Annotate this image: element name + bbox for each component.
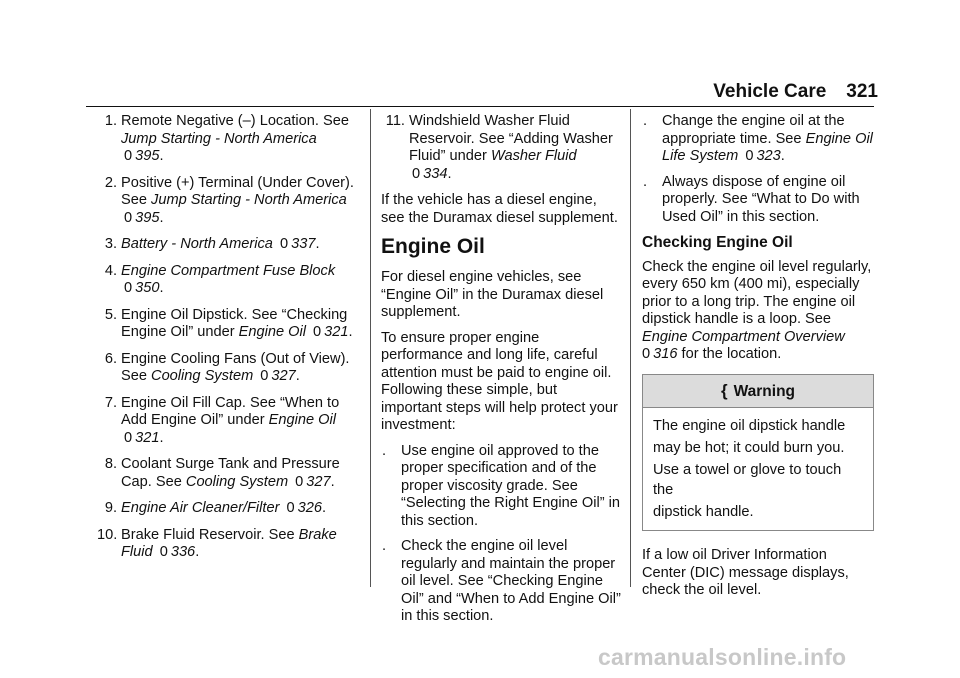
item-tail: . <box>159 429 164 446</box>
item-number: 9. <box>104 500 117 516</box>
page-ref[interactable]: 334 <box>423 165 448 182</box>
bullet-icon: . <box>643 113 648 129</box>
page-ref[interactable]: 327 <box>271 368 296 384</box>
page-ref[interactable]: 323 <box>756 148 781 164</box>
page-ref-arrow-icon: 0 <box>260 368 269 384</box>
item-text: Remote Negative (–) Location. See <box>121 113 349 129</box>
cross-reference[interactable]: Brake Fluid <box>121 526 337 560</box>
cross-reference[interactable]: Cooling System <box>151 368 254 384</box>
watermark: carmanualsonline.info <box>598 644 847 670</box>
item-tail: . <box>348 324 353 340</box>
warning-box <box>642 374 874 532</box>
list-item <box>97 456 362 491</box>
paragraph-text: Check the engine oil level regularly, every 650 km (400 mi), especially prior to a long trip. The engine oil dipstick handle is a loop. See <box>642 258 872 327</box>
warning-line: The engine oil dipstick handle <box>653 418 846 434</box>
item-number: 4. <box>104 262 117 279</box>
bullet-item <box>381 538 621 626</box>
bullet-text: Always dispose of engine oil properly. See “What to Do with Used Oil” in this section. <box>662 173 860 225</box>
warning-line: Use a towel or glove to touch the <box>653 462 842 498</box>
list-item <box>97 307 362 342</box>
item-number: 10. <box>97 526 118 543</box>
cross-reference[interactable]: Engine Air Cleaner/Filter <box>121 500 280 516</box>
header-rule <box>86 106 874 107</box>
warning-body <box>643 408 873 530</box>
page-ref-arrow-icon: 0 <box>412 165 421 182</box>
bullet-icon: . <box>643 173 648 190</box>
item-tail: . <box>159 280 164 296</box>
warning-title: Warning <box>733 382 796 400</box>
item-tail: . <box>330 473 335 490</box>
cross-reference[interactable]: Jump Starting - North America <box>151 192 347 208</box>
column-2 <box>381 113 621 634</box>
page-ref[interactable]: 316 <box>653 346 678 362</box>
item-tail: . <box>159 148 164 164</box>
page-ref[interactable]: 321 <box>135 429 160 446</box>
column-divider-2 <box>630 109 631 587</box>
bullet-text: Use engine oil approved to the proper specification and of the proper viscosity grade. See “Selecting the Right Engine Oil” in this section. <box>401 442 621 529</box>
item-number: 7. <box>104 394 117 411</box>
cross-reference[interactable]: Battery - North America <box>121 236 273 252</box>
list-item <box>97 527 362 562</box>
paragraph: For diesel engine vehicles, see “Engine Oil” in the Duramax diesel supplement. <box>381 269 604 320</box>
cross-reference[interactable]: Engine Oil <box>238 324 306 340</box>
diesel-note: If the vehicle has a diesel engine, see the Duramax diesel supplement. <box>381 192 618 226</box>
cross-reference[interactable]: Engine Oil Life System <box>662 130 873 164</box>
item-tail: . <box>447 165 452 182</box>
page-ref[interactable]: 321 <box>324 324 349 340</box>
subsection-heading: Checking Engine Oil <box>642 234 793 251</box>
page-ref-arrow-icon: 0 <box>642 346 651 362</box>
bullet-item <box>642 113 874 166</box>
paragraph-tail: for the location. <box>677 346 782 362</box>
item-tail: . <box>315 236 320 252</box>
item-text: Engine Oil Fill Cap. See “When to Add Engine Oil” under <box>121 394 340 428</box>
warning-line: dipstick handle. <box>653 504 754 520</box>
cross-reference[interactable]: Engine Compartment Overview <box>642 328 845 345</box>
cross-reference[interactable]: Engine Oil <box>268 412 336 428</box>
page-ref-arrow-icon: 0 <box>745 148 754 164</box>
item-number: 2. <box>104 174 117 191</box>
page-ref-arrow-icon: 0 <box>313 324 322 340</box>
page-ref[interactable]: 350 <box>135 280 160 296</box>
list-item <box>97 113 362 166</box>
page-ref[interactable]: 327 <box>306 473 331 490</box>
page-number: 321 <box>846 81 878 102</box>
column-divider-1 <box>370 109 371 587</box>
item-text: Coolant Surge Tank and Pressure Cap. See <box>121 456 340 490</box>
bullet-tail: . <box>780 148 785 164</box>
bullet-icon: . <box>382 442 387 459</box>
paragraph: To ensure proper engine performance and long life, careful attention must be paid to engine oil. Following these simple, but important steps will help protect your investment: <box>381 329 618 433</box>
item-text: Windshield Washer Fluid Reservoir. See “Adding Washer Fluid” under <box>409 113 613 164</box>
item-tail: . <box>159 209 164 226</box>
cross-reference[interactable]: Cooling System <box>185 473 289 490</box>
item-number: 3. <box>104 236 117 252</box>
paragraph <box>642 259 874 364</box>
page-ref-arrow-icon: 0 <box>124 280 133 296</box>
column-3 <box>642 113 874 608</box>
section-title: Vehicle Care <box>713 81 827 102</box>
bullet-text: Check the engine oil level regularly and maintain the proper oil level. See “Checking Engine Oil” and “When to Add Engine Oil” in this section. <box>401 538 621 624</box>
item-number: 6. <box>104 350 117 367</box>
bullet-icon: . <box>382 538 387 554</box>
page-ref[interactable]: 395 <box>135 209 160 226</box>
list-item <box>97 175 362 228</box>
page-ref[interactable]: 336 <box>170 544 196 560</box>
page-ref-arrow-icon: 0 <box>124 209 133 226</box>
list-item <box>97 263 362 298</box>
column-1 <box>97 113 362 571</box>
list-item <box>97 236 362 254</box>
item-number: 11. <box>385 113 405 129</box>
bullet-text: Change the engine oil at the appropriate time. See <box>662 113 845 147</box>
cross-reference[interactable]: Jump Starting - North America <box>121 130 317 147</box>
item-text: Engine Cooling Fans (Out of View). See <box>121 350 350 384</box>
page-ref-arrow-icon: 0 <box>159 544 168 560</box>
section-heading: Engine Oil <box>381 235 485 258</box>
item-text: Positive (+) Terminal (Under Cover). See <box>121 174 354 208</box>
bullet-item <box>381 443 621 531</box>
list-item <box>97 351 362 386</box>
item-number: 1. <box>104 113 117 129</box>
warning-icon: { <box>720 380 728 400</box>
item-tail: . <box>321 500 327 516</box>
item-text: Engine Oil Dipstick. See “Checking Engine Oil” under <box>121 306 348 340</box>
list-item <box>97 395 362 448</box>
item-tail: . <box>195 544 200 560</box>
page-ref-arrow-icon: 0 <box>124 429 133 446</box>
list-item <box>381 113 621 183</box>
page-ref-arrow-icon: 0 <box>295 473 304 490</box>
warning-line: may be hot; it could burn you. <box>653 440 845 456</box>
item-text: Brake Fluid Reservoir. See <box>121 526 299 543</box>
item-number: 8. <box>104 456 117 472</box>
list-item <box>97 500 362 518</box>
page-header <box>713 83 878 101</box>
warning-header <box>643 375 873 409</box>
cross-reference[interactable]: Engine Compartment Fuse Block <box>121 262 336 279</box>
page-ref[interactable]: 395 <box>135 148 160 164</box>
page-ref-arrow-icon: 0 <box>280 236 289 252</box>
page-ref[interactable]: 337 <box>291 236 316 252</box>
page-ref-arrow-icon: 0 <box>124 148 133 164</box>
item-number: 5. <box>104 306 117 323</box>
page-ref[interactable]: 326 <box>297 500 322 516</box>
bullet-item <box>642 174 874 227</box>
page-ref-arrow-icon: 0 <box>286 500 295 516</box>
paragraph: If a low oil Driver Information Center (DIC) message displays, check the oil level. <box>642 547 849 598</box>
item-tail: . <box>295 368 300 384</box>
cross-reference[interactable]: Washer Fluid <box>490 148 577 164</box>
